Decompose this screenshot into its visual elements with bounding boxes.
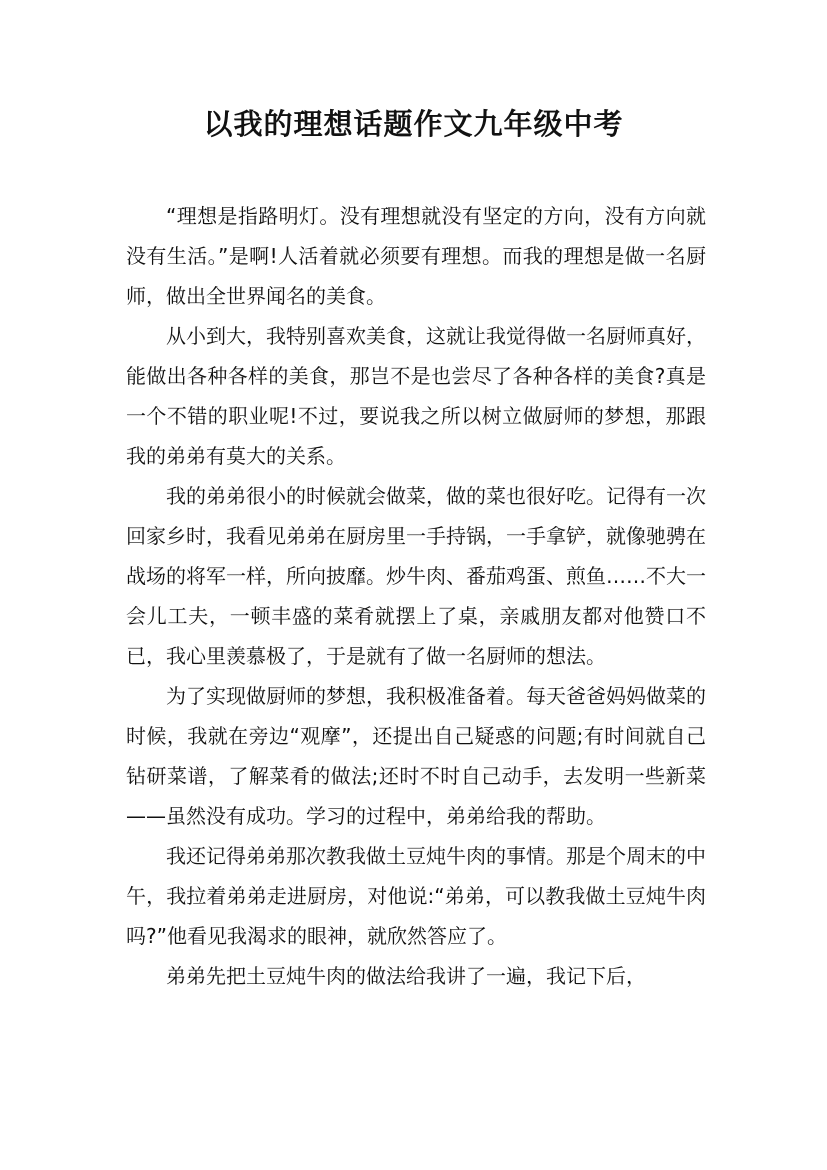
document-body [126,196,706,996]
paragraph: “理想是指路明灯。没有理想就没有坚定的方向，没有方向就没有生活。”是啊!人活着就必须要有理想。而我的理想是做一名厨师，做出全世界闻名的美食。 [126,204,706,308]
document-title: 以我的理想话题作文九年级中考 [203,107,624,141]
paragraph: 从小到大，我特别喜欢美食，这就让我觉得做一名厨师真好，能做出各种各样的美食，那岂不是也尝尽了各种各样的美食?真是一个不错的职业呢!不过，要说我之所以树立做厨师的梦想，那跟我的弟弟有莫大的关系。 [126,324,706,468]
paragraph: 为了实现做厨师的梦想，我积极准备着。每天爸爸妈妈做菜的时候，我就在旁边“观摩”，还提出自己疑惑的问题;有时间就自己钻研菜谱，了解菜肴的做法;还时不时自己动手，去发明一些新菜——虽然没有成功。学习的过程中，弟弟给我的帮助。 [126,684,706,828]
paragraph: 我的弟弟很小的时候就会做菜，做的菜也很好吃。记得有一次回家乡时，我看见弟弟在厨房里一手持锅，一手拿铲，就像驰骋在战场的将军一样，所向披靡。炒牛肉、番茄鸡蛋、煎鱼……不大一会儿工夫，一顿丰盛的菜肴就摆上了桌，亲戚朋友都对他赞口不已，我心里羡慕极了，于是就有了做一名厨师的想法。 [126,484,706,668]
paragraph: 我还记得弟弟那次教我做土豆炖牛肉的事情。那是个周末的中午，我拉着弟弟走进厨房，对他说:“弟弟，可以教我做土豆炖牛肉吗?”他看见我渴求的眼神，就欣然答应了。 [126,844,706,948]
paragraph: 弟弟先把土豆炖牛肉的做法给我讲了一遍，我记下后， [166,964,646,988]
